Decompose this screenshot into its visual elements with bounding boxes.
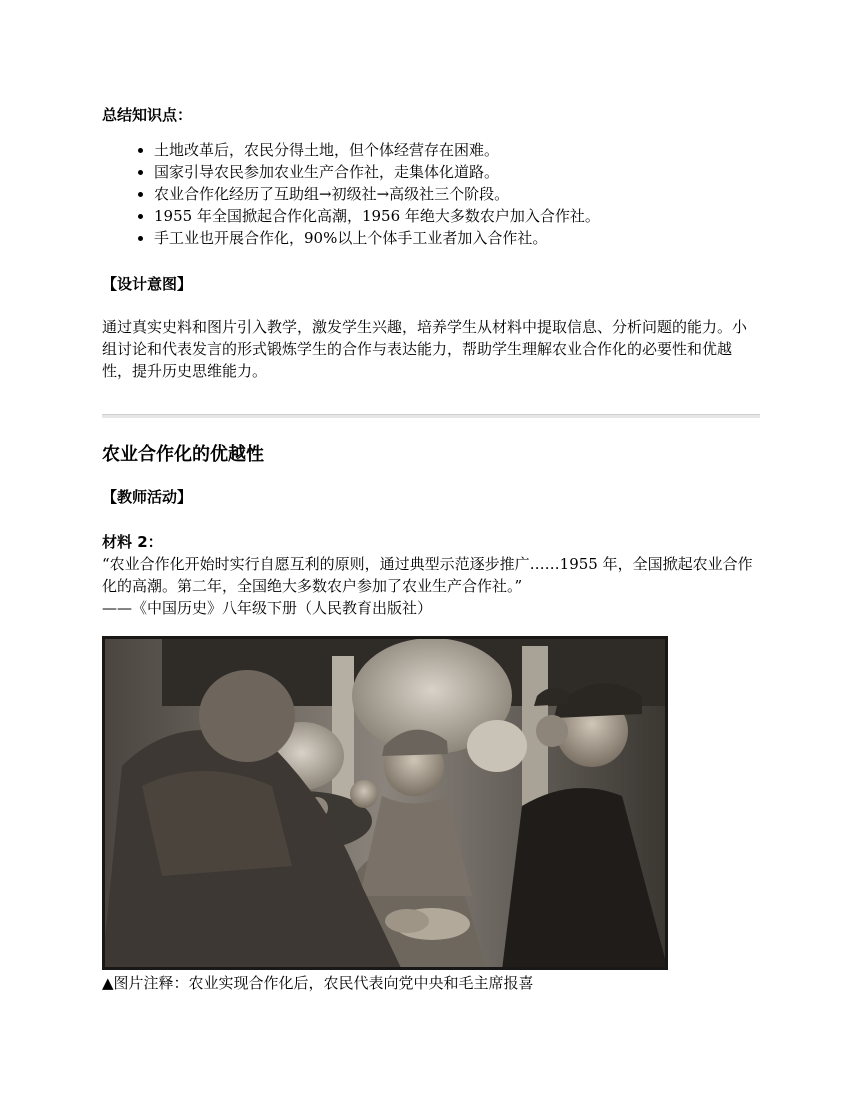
material-source: ——《中国历史》八年级下册（人民教育出版社） [102, 599, 433, 617]
list-item: • 1955 年全国掀起合作化高潮，1956 年绝大多数农户加入合作社。 [154, 205, 600, 227]
design-paragraph: 通过真实史料和图片引入教学，激发学生兴趣，培养学生从材料中提取信息、分析问题的能力。小组讨论和代表发言的形式锻炼学生的合作与表达能力，帮助学生理解农业合作化的必要性和优越性，提升历史思维能力。 [102, 318, 748, 380]
teacher-activity-heading: 【教师活动】 [102, 488, 193, 506]
section-title: 农业合作化的优越性 [102, 444, 264, 465]
list-item: • 手工业也开展合作化，90%以上个体手工业者加入合作社。 [154, 227, 600, 249]
summary-list [136, 139, 600, 249]
list-item: • 土地改革后，农民分得土地，但个体经营存在困难。 [154, 139, 600, 161]
material-quote: “农业合作化开始时实行自愿互利的原则，通过典型示范逐步推广……1955 年，全国掀起农业合作化的高潮。第二年，全国绝大多数农户参加了农业生产合作社。” [102, 555, 753, 595]
section-divider [102, 414, 760, 418]
design-heading: 【设计意图】 [102, 275, 193, 293]
photo-caption: ▲图片注释：农业实现合作化后，农民代表向党中央和毛主席报喜 [102, 974, 534, 992]
historical-photo [102, 636, 668, 970]
list-item: • 国家引导农民参加农业生产合作社，走集体化道路。 [154, 161, 600, 183]
summary-heading: 总结知识点： [102, 106, 193, 124]
list-item: • 农业合作化经历了互助组→初级社→高级社三个阶段。 [154, 183, 600, 205]
material-heading: 材料 2： [102, 533, 163, 551]
